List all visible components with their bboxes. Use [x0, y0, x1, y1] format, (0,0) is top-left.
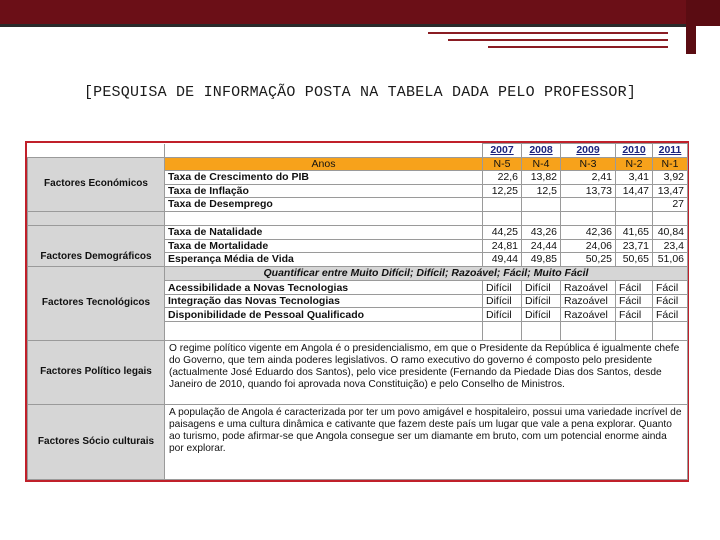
value-cell: 3,92	[653, 171, 688, 185]
value-cell: 50,25	[561, 253, 616, 267]
value-cell: Fácil	[616, 294, 653, 308]
anos-label: Anos	[165, 157, 483, 171]
value-cell	[522, 198, 561, 212]
indicator-name: Taxa de Mortalidade	[165, 239, 483, 253]
header-band-line	[0, 24, 720, 27]
slide-title: [PESQUISA DE INFORMAÇÃO POSTA NA TABELA DADA PELO PROFESSOR]	[83, 84, 637, 101]
indicator-name: Disponibilidade de Pessoal Qualificado	[165, 308, 483, 322]
value-cell	[483, 198, 522, 212]
header-band	[0, 0, 720, 24]
period-cell: N-3	[561, 157, 616, 171]
demographic-factors-label: Factores Demográficos	[28, 226, 165, 267]
year-cell: 2009	[561, 144, 616, 158]
technological-factors-label: Factores Tecnológicos	[28, 266, 165, 340]
value-cell: 23,71	[616, 239, 653, 253]
value-cell: 51,06	[653, 253, 688, 267]
value-cell: 50,65	[616, 253, 653, 267]
value-cell: Difícil	[522, 294, 561, 308]
value-cell: 49,85	[522, 253, 561, 267]
indicator-name: Taxa de Inflação	[165, 184, 483, 198]
value-cell: Fácil	[653, 308, 688, 322]
value-cell: 42,36	[561, 226, 616, 240]
political-factors-label: Factores Político legais	[28, 340, 165, 404]
value-cell: Razoável	[561, 294, 616, 308]
value-cell: 13,82	[522, 171, 561, 185]
value-cell: 27	[653, 198, 688, 212]
sociocultural-text: A população de Angola é caracterizada por ter um povo amigável e hospitaleiro, possui uma variedade incrível de paisagens e uma cultura dinâmica e cativante que fazem deste país um lugar que vale a pena explorar. Quanto ao turismo, pode afirmar-se que Angola consegue ser um diamante em bruto, com um potencial enorme ainda por explorar.	[165, 405, 688, 480]
value-cell: 23,4	[653, 239, 688, 253]
year-cell: 2007	[483, 144, 522, 158]
value-cell: 44,25	[483, 226, 522, 240]
value-cell: Fácil	[616, 308, 653, 322]
value-cell: 49,44	[483, 253, 522, 267]
value-cell: 2,41	[561, 171, 616, 185]
value-cell: Difícil	[483, 281, 522, 295]
value-cell: 3,41	[616, 171, 653, 185]
value-cell: 24,06	[561, 239, 616, 253]
scale-note: Quantificar entre Muito Difícil; Difícil; Razoável; Fácil; Muito Fácil	[165, 266, 688, 281]
year-cell: 2010	[616, 144, 653, 158]
spacer-row	[28, 211, 688, 226]
indicator-name: Integração das Novas Tecnologias	[165, 294, 483, 308]
value-cell: 40,84	[653, 226, 688, 240]
value-cell: 12,25	[483, 184, 522, 198]
period-cell: N-5	[483, 157, 522, 171]
value-cell: Difícil	[483, 294, 522, 308]
year-cell: 2011	[653, 144, 688, 158]
value-cell: 13,73	[561, 184, 616, 198]
indicator-name: Taxa de Crescimento do PIB	[165, 171, 483, 185]
header-corner-decoration	[686, 0, 720, 54]
value-cell: 13,47	[653, 184, 688, 198]
value-cell: Razoável	[561, 308, 616, 322]
value-cell: 12,5	[522, 184, 561, 198]
value-cell: Razoável	[561, 281, 616, 295]
sociocultural-factors-label: Factores Sócio culturais	[28, 405, 165, 480]
value-cell: Difícil	[483, 308, 522, 322]
value-cell: Fácil	[616, 281, 653, 295]
value-cell: 43,26	[522, 226, 561, 240]
period-cell: N-4	[522, 157, 561, 171]
indicator-name: Acessibilidade a Novas Tecnologias	[165, 281, 483, 295]
period-cell: N-2	[616, 157, 653, 171]
anos-row	[28, 157, 688, 171]
economic-factors-label: Factores Económicos	[28, 157, 165, 211]
year-row	[28, 144, 688, 158]
period-cell: N-1	[653, 157, 688, 171]
value-cell: 22,6	[483, 171, 522, 185]
scale-note-row	[28, 266, 688, 281]
value-cell	[616, 198, 653, 212]
value-cell: Difícil	[522, 308, 561, 322]
indicator-name: Taxa de Natalidade	[165, 226, 483, 240]
header-stripes	[428, 30, 668, 52]
value-cell: 41,65	[616, 226, 653, 240]
political-text: O regime político vigente em Angola é o presidencialismo, em que o Presidente da República é igualmente chefe do Governo, que tem ainda poderes legislativos. O ramo executivo do governo é composto pelo presidente (actualmente José Eduardo dos Santos), pelo vice presidente (Fernando da Piedade Dias dos Santos, desde Janeiro de 2010, quando foi aprovada nova Constituição) e pelo Conselho de Ministros.	[165, 340, 688, 404]
value-cell: 24,81	[483, 239, 522, 253]
year-cell: 2008	[522, 144, 561, 158]
value-cell: Fácil	[653, 281, 688, 295]
value-cell: 14,47	[616, 184, 653, 198]
political-row	[28, 340, 688, 404]
indicator-name: Taxa de Desemprego	[165, 198, 483, 212]
value-cell: Fácil	[653, 294, 688, 308]
table-row	[28, 226, 688, 240]
sociocultural-row	[28, 405, 688, 480]
value-cell: Difícil	[522, 281, 561, 295]
pest-table	[25, 141, 689, 482]
indicator-name: Esperança Média de Vida	[165, 253, 483, 267]
value-cell	[561, 198, 616, 212]
value-cell: 24,44	[522, 239, 561, 253]
